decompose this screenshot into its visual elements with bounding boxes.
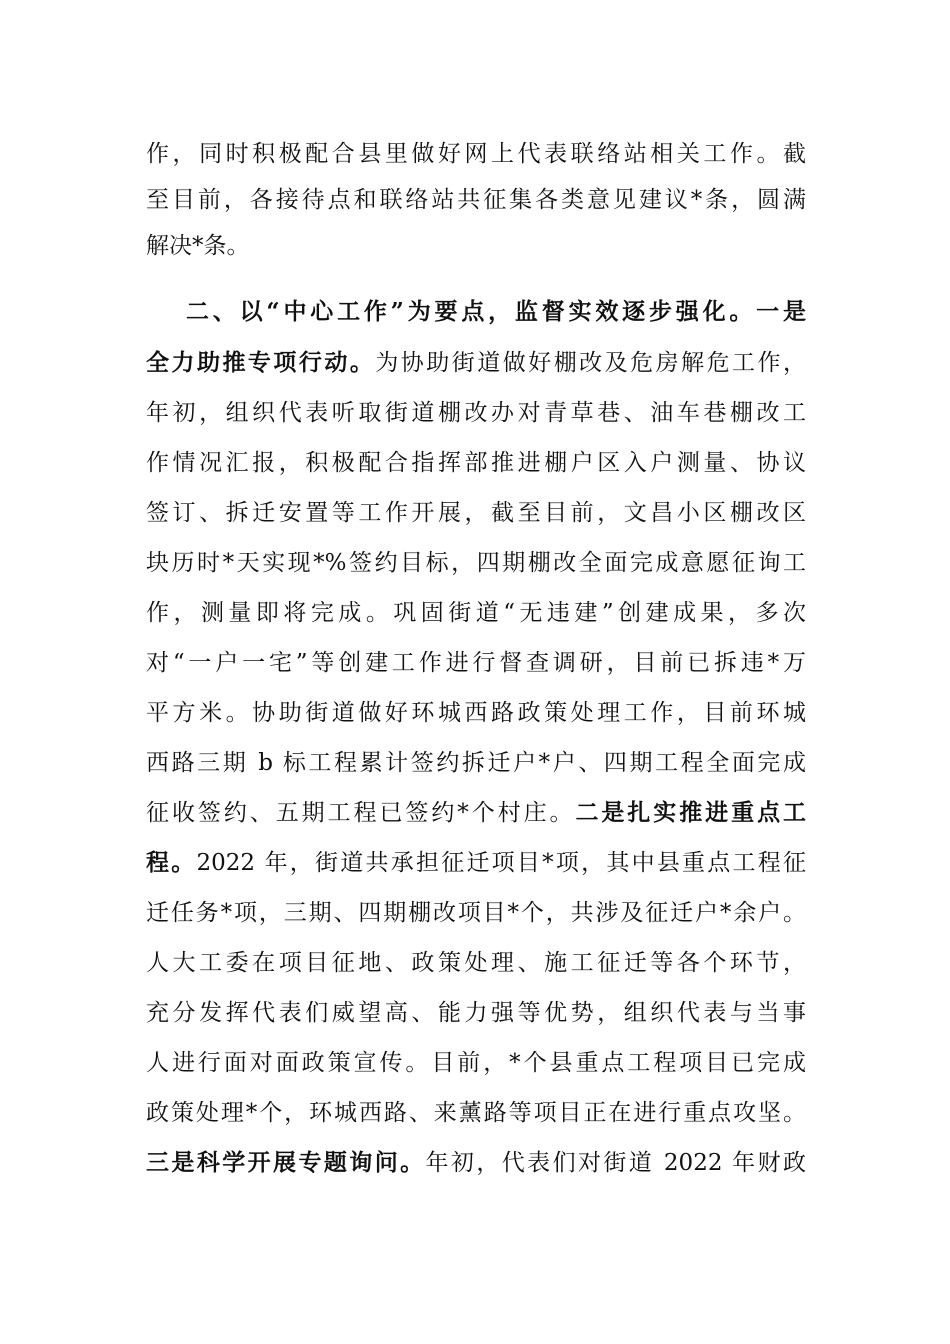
text-line — [146, 1140, 806, 1186]
text-segment: 平方米。协助街道做好环城西路政策处理工作，目前环城 — [146, 700, 806, 726]
text-segment: 块历时*天实现*%签约目标，四期棚改全面完成意愿征询工 — [146, 550, 806, 576]
text-line — [146, 640, 806, 686]
text-line — [146, 840, 806, 886]
text-segment: 作，同时积极配合县里做好网上代表联络站相关工作。截 — [146, 141, 806, 167]
text-line — [146, 440, 806, 486]
text-segment-bold: 程。 — [146, 849, 197, 876]
text-line — [146, 490, 806, 536]
text-line — [146, 1040, 806, 1086]
text-segment-bold: 全力助推专项行动。 — [146, 349, 376, 376]
text-line — [146, 1090, 806, 1136]
text-segment: 2022 年，街道共承担征迁项目*项，其中县重点工程征 — [196, 850, 806, 876]
text-segment: 政策处理*个，环城西路、来薰路等项目正在进行重点攻坚。 — [146, 1100, 806, 1126]
text-segment: 人进行面对面政策宣传。目前，*个县重点工程项目已完成 — [146, 1050, 806, 1076]
text-line — [146, 790, 806, 836]
text-segment: 充分发挥代表们威望高、能力强等优势，组织代表与当事 — [146, 1000, 806, 1026]
text-line — [146, 177, 806, 223]
text-line — [146, 890, 806, 936]
text-segment-bold: 二、以“中心工作”为要点，监督实效逐步强化。一是 — [186, 298, 806, 325]
text-segment-bold: 二是扎实推进重点工 — [575, 799, 807, 826]
text-segment: 对“一户一宅”等创建工作进行督查调研，目前已拆违*万 — [146, 650, 806, 676]
text-line — [146, 540, 806, 586]
text-segment-bold: 三是科学开展专题询问。 — [146, 1149, 426, 1176]
text-segment: 人大工委在项目征地、政策处理、施工征迁等各个环节， — [146, 950, 806, 976]
text-line — [146, 940, 806, 986]
text-line — [146, 223, 806, 269]
text-segment: 西路三期 b 标工程累计签约拆迁户*户、四期工程全面完成 — [146, 750, 806, 776]
text-line — [146, 690, 806, 736]
text-line — [146, 590, 806, 636]
text-segment: 作情况汇报，积极配合指挥部推进棚户区入户测量、协议 — [146, 450, 806, 476]
section-heading-line — [186, 289, 806, 335]
text-line — [146, 340, 806, 386]
text-segment: 为协助街道做好棚改及危房解危工作， — [375, 350, 807, 376]
text-line — [146, 740, 806, 786]
text-segment: 年初，代表们对街道 2022 年财政 — [425, 1150, 807, 1176]
text-segment: 征收签约、五期工程已签约*个村庄。 — [146, 800, 576, 826]
text-line — [146, 390, 806, 436]
text-segment: 签订、拆迁安置等工作开展，截至目前，文昌小区棚改区 — [146, 500, 806, 526]
text-segment: 作，测量即将完成。巩固街道“无违建”创建成果，多次 — [146, 600, 806, 626]
text-line — [146, 131, 806, 177]
text-segment: 至目前，各接待点和联络站共征集各类意见建议*条，圆满 — [146, 187, 806, 213]
text-segment: 年初，组织代表听取街道棚改办对青草巷、油车巷棚改工 — [146, 400, 806, 426]
text-segment: 解决*条。 — [146, 233, 250, 259]
text-segment: 迁任务*项，三期、四期棚改项目*个，共涉及征迁户*余户。 — [146, 900, 806, 926]
text-line — [146, 990, 806, 1036]
